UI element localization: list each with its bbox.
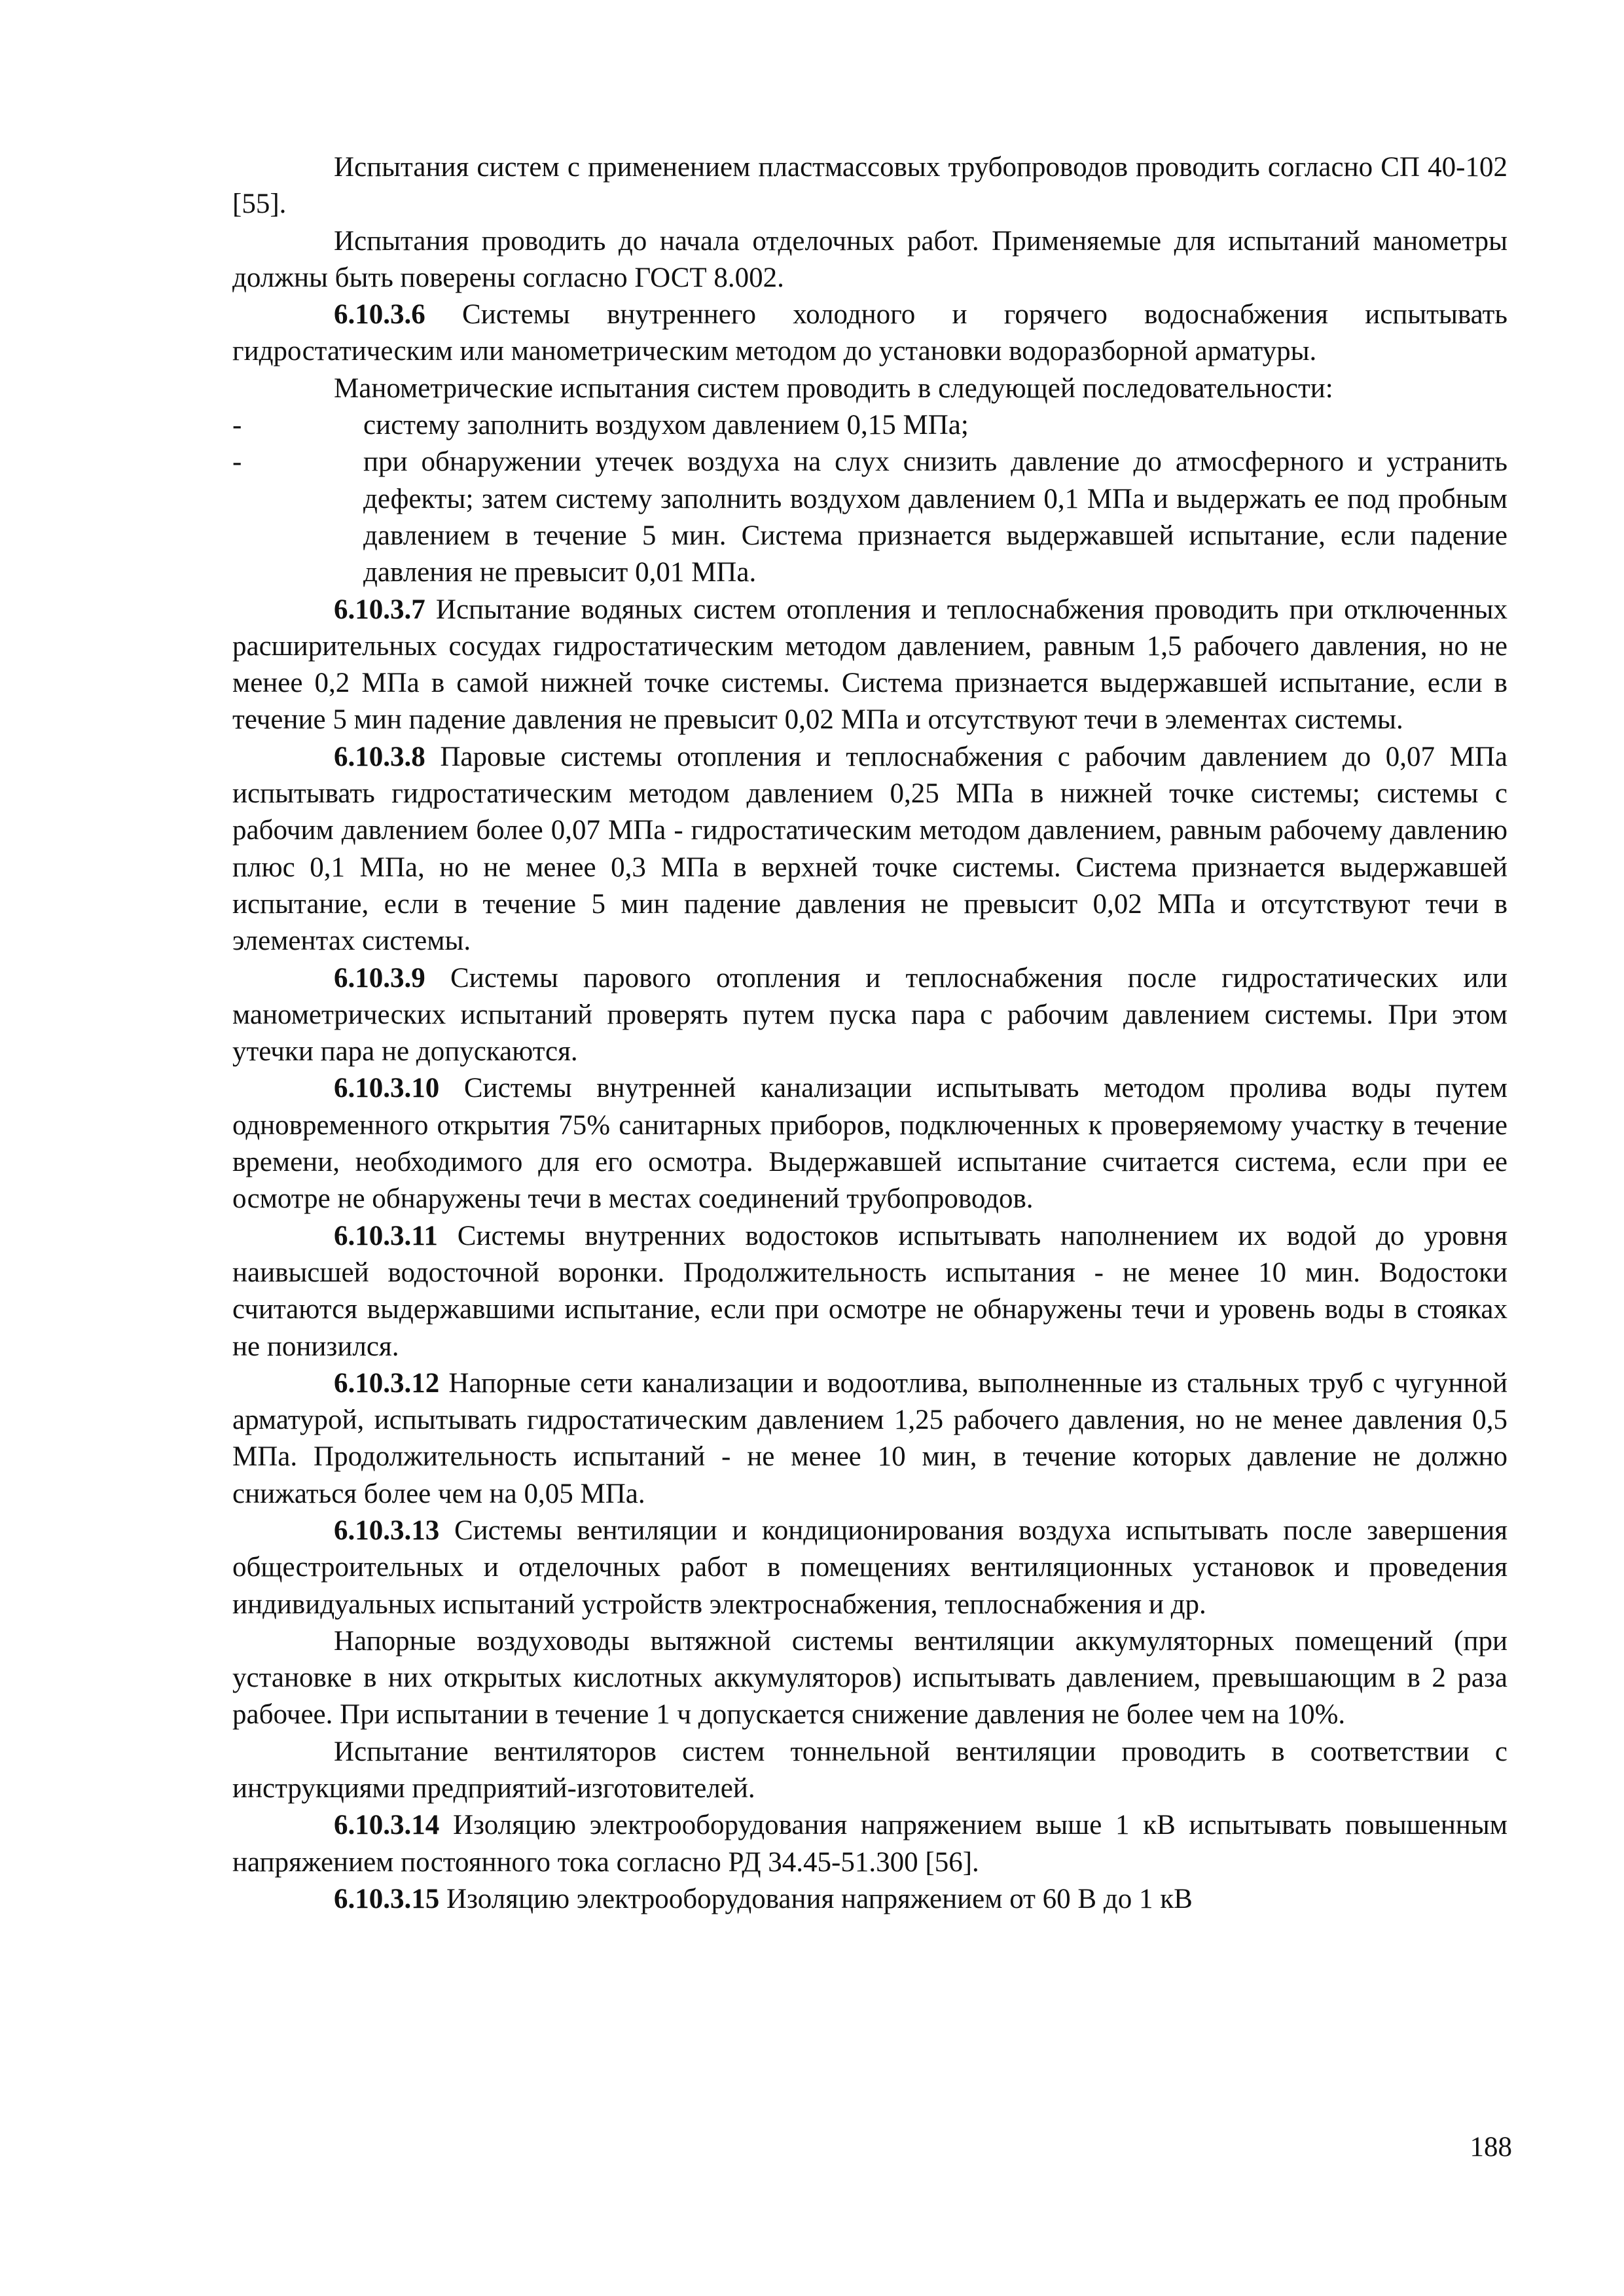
section-6-10-3-8: 6.10.3.8 Паровые системы отопления и теплоснабжения с рабочим давлением до 0,07 МПа испытывать гидростатическим методом давлением 0,25 МПа в нижней точке системы; системы с рабочим давлением более 0,07 МПа - гидростатическим методом давлением, равным рабочему давлению плюс 0,1 МПа, но не менее 0,3 МПа в верхней точке системы. Система признается выдержавшей испытание, если в течение 5 мин падение давления не превысит 0,02 МПа и отсутствуют течи в элементах системы. (232, 741, 1507, 957)
dash-bullet: - (232, 410, 242, 441)
section-6-10-3-14: 6.10.3.14 Изоляцию электрооборудования напряжением выше 1 кВ испытывать повышенным напряжением постоянного тока согласно РД 34.45-51.300 [56]. (232, 1810, 1507, 1878)
paragraph-manometric-sequence: Манометрические испытания систем проводить в следующей последовательности: (334, 372, 1333, 404)
section-6-10-3-7: 6.10.3.7 Испытание водяных систем отопления и теплоснабжения проводить при отключенных расширительных сосудах гидростатическим методом давлением, равным 1,5 рабочего давления, но не менее 0,2 МПа в самой нижней точке системы. Система признается выдержавшей испытание, если в течение 5 мин падение давления не превысит 0,02 МПа и отсутствуют течи в элементах системы. (232, 594, 1507, 736)
page-number: 188 (1470, 2132, 1512, 2162)
section-6-10-3-12: 6.10.3.12 Напорные сети канализации и водоотлива, выполненные из стальных труб с чугунной арматурой, испытывать гидростатическим давлением 1,25 рабочего давления, но не менее давления 0,5 МПа. Продолжительность испытаний - не менее 10 мин, в течение которых давление не должно снижаться более чем на 0,05 МПа. (232, 1367, 1507, 1509)
section-6-10-3-11: 6.10.3.11 Системы внутренних водостоков испытывать наполнением их водой до уровня наивысшей водосточной воронки. Продолжительность испытания - не менее 10 мин. Водостоки считаются выдержавшими испытание, если при осмотре не обнаружены течи и уровень воды в стояках не понизился. (232, 1220, 1507, 1362)
section-6-10-3-10: 6.10.3.10 Системы внутренней канализации испытывать методом пролива воды путем одновременного открытия 75% санитарных приборов, подключенных к проверяемому участку в течение времени, необходимого для его осмотра. Выдержавшей испытание считается система, если при ее осмотре не обнаружены течи в местах соединений трубопроводов. (232, 1073, 1507, 1215)
paragraph-testing-before-finishing: Испытания проводить до начала отделочных работ. Применяемые для испытаний манометры должны быть поверены согласно ГОСТ 8.002. (232, 225, 1507, 293)
section-number: 6.10.3.10 (334, 1073, 440, 1104)
section-number: 6.10.3.13 (334, 1515, 440, 1546)
section-number: 6.10.3.8 (334, 741, 425, 772)
paragraph-tunnel-fans: Испытание вентиляторов систем тоннельной вентиляции проводить в соответствии с инструкциями предприятий-изготовителей. (232, 1736, 1507, 1804)
section-6-10-3-9: 6.10.3.9 Системы парового отопления и теплоснабжения после гидростатических или манометрических испытаний проверять путем пуска пара с рабочим давлением системы. При этом утечки пара не допускаются. (232, 962, 1507, 1067)
paragraph-plastic-pipes: Испытания систем с применением пластмассовых трубопроводов проводить согласно СП 40-102 [55]. (232, 152, 1507, 220)
section-number: 6.10.3.15 (334, 1883, 440, 1914)
section-6-10-3-6: 6.10.3.6 Системы внутреннего холодного и горячего водоснабжения испытывать гидростатическим или манометрическим методом до установки водоразборной арматуры. (232, 299, 1507, 367)
section-6-10-3-13: 6.10.3.13 Системы вентиляции и кондиционирования воздуха испытывать после завершения общестроительных и отделочных работ в помещениях вентиляционных установок и проведения индивидуальных испытаний устройств электроснабжения, теплоснабжения и др. (232, 1515, 1507, 1620)
document-page (232, 149, 1507, 1918)
list-item: - систему заполнить воздухом давлением 0,15 МПа; (363, 407, 1507, 444)
section-number: 6.10.3.14 (334, 1810, 440, 1841)
section-number: 6.10.3.9 (334, 962, 425, 994)
section-number: 6.10.3.6 (334, 299, 425, 331)
paragraph-battery-ducts: Напорные воздуховоды вытяжной системы вентиляции аккумуляторных помещений (при установке в них открытых кислотных аккумуляторов) испытывать давлением, превышающим в 2 раза рабочее. При испытании в течение 1 ч допускается снижение давления не более чем на 10%. (232, 1625, 1507, 1731)
section-number: 6.10.3.7 (334, 594, 425, 625)
dash-bullet: - (232, 446, 242, 478)
list-item: - при обнаружении утечек воздуха на слух снизить давление до атмосферного и устранить дефекты; затем систему заполнить воздухом давлением 0,1 МПа и выдержать ее под пробным давлением в течение 5 мин. Система признается выдержавшей испытание, если падение давления не превысит 0,01 МПа. (363, 444, 1507, 591)
sequence-list (232, 407, 1507, 591)
section-number: 6.10.3.12 (334, 1367, 440, 1399)
section-number: 6.10.3.11 (334, 1220, 438, 1251)
section-6-10-3-15: 6.10.3.15 Изоляцию электрооборудования напряжением от 60 В до 1 кВ (334, 1883, 1193, 1914)
